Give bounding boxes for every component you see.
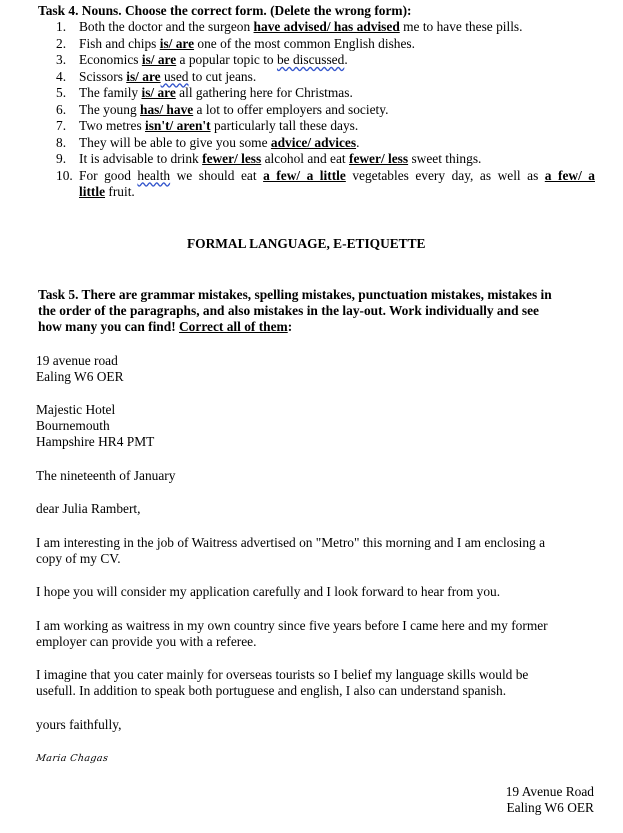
sender-address-line: 19 avenue road (36, 353, 118, 368)
answer-option: isn't/ aren't (145, 118, 211, 133)
list-item: 10. For good health we should eat a few/ a little vegetables every day, as well as a few/ a little fruit. (56, 167, 595, 199)
recipient-address-line: Bournemouth (36, 418, 110, 433)
paragraph-2: I hope you will consider my application carefully and I look forward to hear from you. (36, 584, 501, 599)
paragraph-3-line: employer can provide you with a referee. (36, 634, 257, 649)
task5-line-2: the order of the paragraphs, and also mistakes in the lay-out. Work individually and see (38, 303, 539, 318)
footer-address-line: Ealing W6 OER (506, 800, 594, 815)
answer-option: a few/ a little (263, 167, 346, 183)
list-item: 6. The young has/ have a lot to offer employers and society. (56, 101, 389, 117)
answer-option: is/ are (126, 68, 161, 84)
footer-address-line: 19 Avenue Road (505, 784, 594, 799)
letter-closing: yours faithfully, (36, 717, 122, 732)
item-10-line1: For good health we should eat a few/ a little vegetables every day, as well as a few/ a (79, 167, 595, 183)
task4-title: Task 4. Nouns. Choose the correct form. (Delete the wrong form): (38, 3, 412, 18)
answer-option: advice/ advices (270, 134, 357, 150)
paragraph-4-line: usefull. In addition to speak both portuguese and english, I also can understand spanish. (36, 683, 507, 698)
item-10-line2: little fruit. (79, 184, 135, 199)
sender-address-line: Ealing W6 OER (36, 369, 124, 384)
list-item: 7. Two metres isn't/ aren't particularly tall these days. (56, 118, 359, 133)
spellcheck-mark: health (137, 167, 171, 183)
letter-date: The nineteenth of January (36, 468, 176, 483)
spellcheck-mark: used (160, 68, 189, 84)
section-heading: FORMAL LANGUAGE, E-ETIQUETTE (187, 236, 426, 251)
list-item: 8. They will be able to give you some advice/ advices. (56, 134, 360, 150)
answer-option: is/ are (159, 35, 195, 51)
paragraph-3-line: I am working as waitress in my own country since five years before I came here and my former (36, 618, 548, 633)
list-item: 3. Economics is/ are a popular topic to be discussed. (56, 52, 348, 67)
answer-option: fewer/ less (348, 151, 409, 166)
list-item: 2. Fish and chips is/ are one of the most common English dishes. (56, 35, 415, 51)
answer-option: a few/ a (544, 167, 595, 183)
answer-option: has/ have (140, 101, 194, 117)
list-item: 4. Scissors is/ are used to cut jeans. (56, 68, 257, 84)
spellcheck-mark: be discussed (276, 52, 345, 67)
list-item: 5. The family is/ are all gathering here for Christmas. (56, 85, 353, 100)
list-item: 1. Both the doctor and the surgeon have advised/ has advised me to have these pills. (56, 19, 523, 34)
answer-option: have advised/ has advised (253, 19, 400, 34)
task5-line-1: Task 5. There are grammar mistakes, spelling mistakes, punctuation mistakes, mistakes in (38, 287, 552, 302)
paragraph-1-line: I am interesting in the job of Waitress advertised on "Metro" this morning and I am enclosing a (36, 535, 546, 550)
paragraph-1-line: copy of my CV. (36, 551, 121, 566)
list-item: 9. It is advisable to drink fewer/ less alcohol and eat fewer/ less sweet things. (56, 151, 482, 166)
answer-option: is/ are (141, 85, 176, 100)
recipient-address-line: Majestic Hotel (36, 402, 116, 417)
answer-option: is/ are (141, 52, 177, 67)
letter-greeting: dear Julia Rambert, (36, 501, 141, 516)
answer-option: little (79, 184, 106, 199)
handwritten-signature: Maria Chagas (35, 753, 110, 764)
answer-option: fewer/ less (202, 151, 262, 166)
recipient-address-line: Hampshire HR4 PMT (36, 434, 155, 449)
paragraph-4-line: I imagine that you cater mainly for overseas tourists so I belief my language skills would be (36, 667, 529, 682)
task4-list (0, 19, 623, 202)
task5-line-3: how many you can find! Correct all of them: (38, 319, 293, 334)
